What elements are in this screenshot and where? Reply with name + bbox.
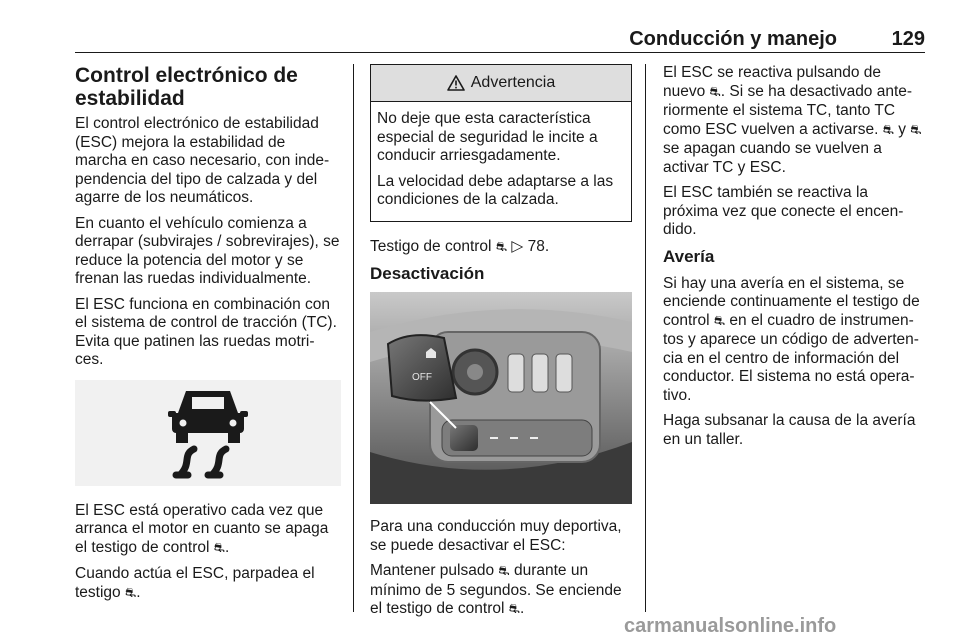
column-middle [370,64,632,627]
warning-heading: Advertencia [470,73,556,91]
esc-off-icon: ⛐ [709,84,721,100]
paragraph: El ESC se reactiva pulsando de nuevo ⛐. Si se ha desactivado ante- riormente el sistema TC, tanto TC como ESC vuelven a activarse. ⛐ y ⛐ se apagan cuando se vuelven a activar TC y ESC. [663,64,922,176]
column-divider [645,64,646,612]
warning-box [370,64,632,222]
paragraph: Para una conducción muy deportiva, se puede desactivar el ESC: [370,518,622,554]
subheading-deactivation: Desactivación [370,264,485,283]
column-left [75,64,341,610]
page-title: Control electrónico de estabilidad [75,64,298,110]
warning-body [371,102,631,221]
paragraph: En cuanto el vehículo comienza a derrapar (subvirajes / sobrevirajes), se reduce la potencia del motor y se frenan las ruedas individualmente. [75,214,340,287]
section-title: Conducción y manejo [629,28,837,50]
column-divider [353,64,354,612]
paragraph: Si hay una avería en el sistema, se enciende continuamente el testigo de control ⛐ en el cuadro de instrumen- tos y aparece un código de adverten- cia en el centro de información del conductor. El sistema no está opera- tivo. [663,274,920,404]
warning-header [371,65,631,102]
skidding-car-icon [168,383,248,483]
paragraph: El ESC funciona en combinación con el sistema de control de tracción (TC). Evita que patinen las ruedas motri- ces. [75,295,337,368]
esc-off-icon: ⛐ [508,602,520,617]
paragraph: Mantener pulsado ⛐ durante un mínimo de 5 segundos. Se enciende el testigo de control ⛐. [370,562,622,617]
switch-panel-photo [370,292,632,504]
button-off-label: OFF [412,372,432,383]
esc-indicator-icon: ⛐ [124,585,137,601]
paragraph: El control electrónico de estabilidad (ESC) mejora la estabilidad de marcha en caso necesario, con inde- pendencia del tipo de calzada y del agarre de los neumáticos. [75,115,330,206]
esc-indicator-icon: ⛐ [213,540,225,556]
paragraph: No deje que esta característica especial de seguridad le incite a conducir arriesgadamente. [377,110,598,164]
esc-indicator-icon: ⛐ [713,313,726,329]
warning-triangle-icon [447,75,465,91]
paragraph: Haga subsanar la causa de la avería en un taller. [663,412,916,448]
column-right [663,64,925,456]
paragraph: Cuando actúa el ESC, parpadea el testigo ⛐. [75,565,315,601]
esc-off-icon: ⛐ [498,564,510,579]
page-number: 129 [891,28,925,50]
paragraph: Testigo de control ⛐ ▷ 78. [370,237,550,255]
esc-off-icon: ⛐ [910,122,922,138]
page-header [75,28,925,53]
watermark: carmanualsonline.info [624,615,837,637]
paragraph: La velocidad debe adaptarse a las condiciones de la calzada. [377,172,614,208]
paragraph: El ESC está operativo cada vez que arranca el motor en cuanto se apaga el testigo de control ⛐. [75,501,329,556]
page-reference-arrow-icon: ▷ [511,237,524,255]
esc-indicator-icon: ⛐ [495,239,508,255]
esc-symbol-illustration [75,380,341,486]
subheading-fault: Avería [663,246,715,266]
tc-off-icon: ⛐ [882,122,894,138]
paragraph: El ESC también se reactiva la próxima vez que conecte el encen- dido. [663,184,904,238]
